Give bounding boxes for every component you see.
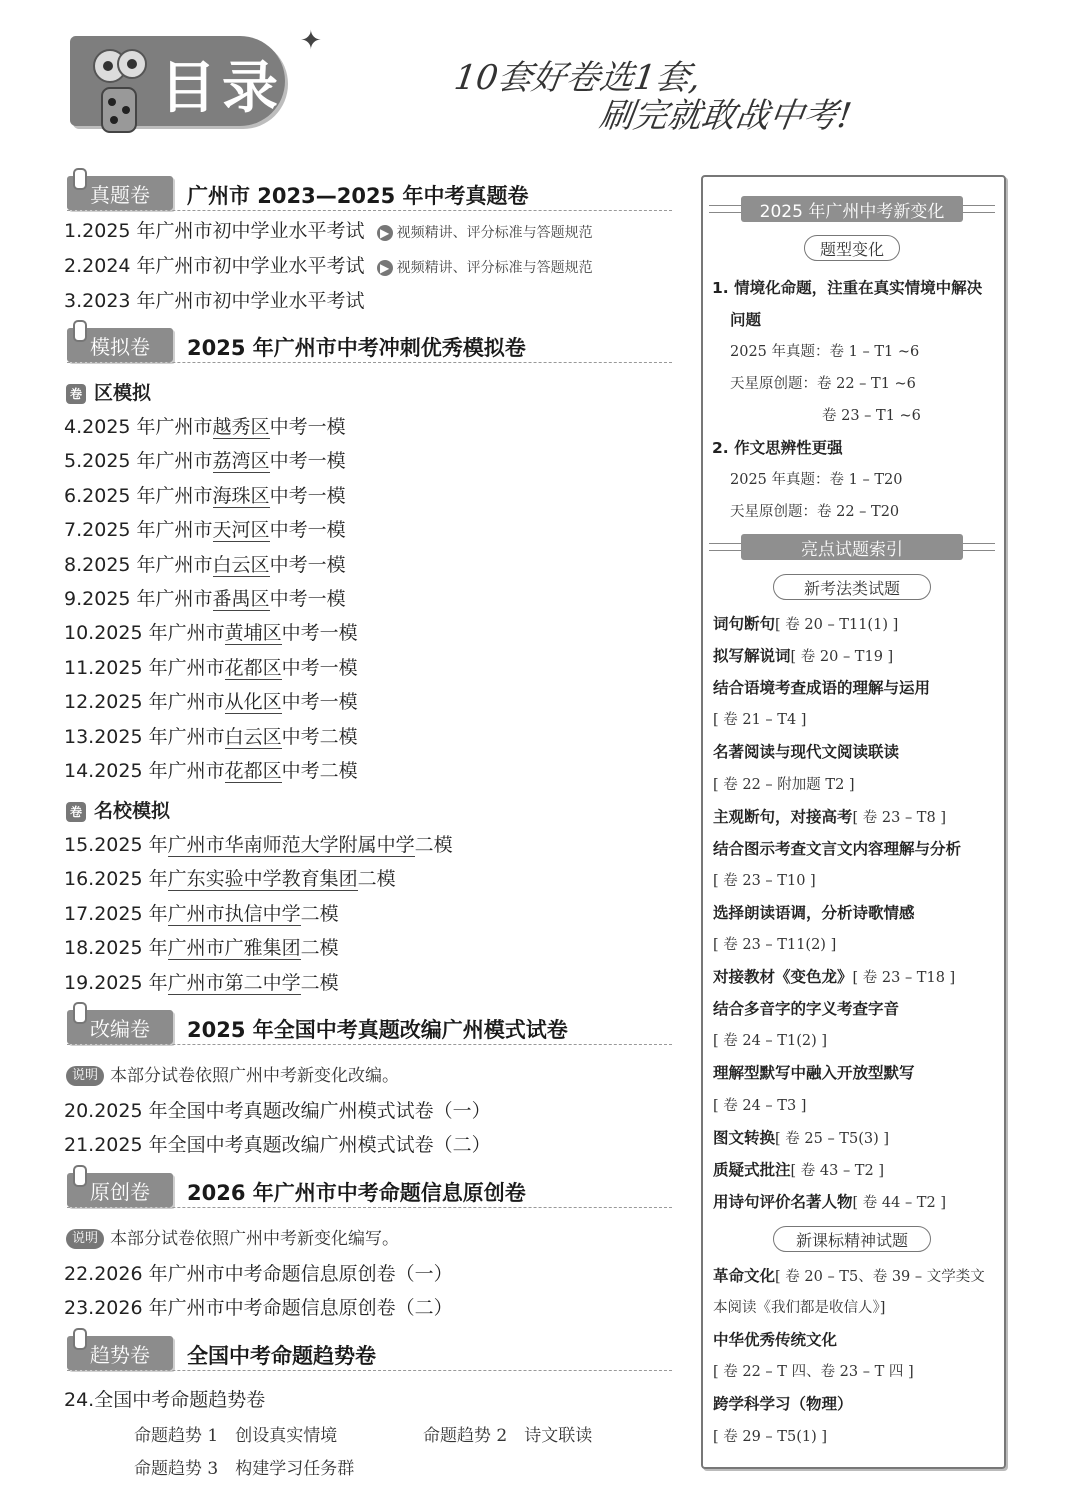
toc-item[interactable]: 20.2025 年全国中考真题改编广州模式试卷（一） [64, 1100, 491, 1122]
trend-item: 命题趋势 1 创设真实情境 [134, 1426, 338, 1446]
toc-item[interactable]: 23.2026 年广州市中考命题信息原创卷（二） [64, 1297, 453, 1319]
subheading-school: 卷 名校模拟 [66, 796, 170, 823]
index-entry: 词句断句[ 卷 20 – T11(1) ] [713, 615, 899, 633]
video-icon: ▶ [377, 260, 393, 276]
toc-item[interactable]: 6.2025 年广州市海珠区中考一模 [64, 484, 346, 507]
toc-item[interactable]: 13.2025 年广州市白云区中考二模 [64, 725, 358, 748]
trend-item: 命题趋势 2 诗文联读 [423, 1426, 593, 1446]
toc-item[interactable]: 14.2025 年广州市花都区中考二模 [64, 760, 358, 782]
panel-bar-highlights: 亮点试题索引 [741, 534, 963, 560]
exam-icon: 卷 [66, 384, 86, 404]
index-entry: 跨学科学习（物理） [713, 1395, 853, 1414]
index-entry: 质疑式批注[ 卷 43 – T2 ] [713, 1160, 884, 1179]
slogan-line-1: 10套好卷选1套, [451, 58, 704, 98]
index-entry: [ 卷 22 – 附加题 T2 ] [713, 776, 855, 793]
section-note: 说明 本部分试卷依照广州中考新变化改编。 [66, 1061, 399, 1086]
index-entry: [ 卷 23 – T11(2) ] [713, 937, 837, 953]
toc-item[interactable]: 12.2025 年广州市从化区中考一模 [64, 691, 358, 714]
section-title-zhenti: 广州市 2023—2025 年中考真题卷 [187, 184, 529, 208]
toc-item[interactable]: 1.2025 年广州市初中学业水平考试 ▶ 视频精讲、评分标准与答题规范 [64, 220, 593, 242]
change-title: 2. 作文思辨性更强 [712, 439, 843, 457]
index-entry: 拟写解说词[ 卷 20 – T19 ] [713, 647, 894, 666]
section-title-gaibian: 2025 年全国中考真题改编广州模式试卷 [187, 1018, 568, 1042]
toc-item[interactable]: 19.2025 年广州市第二中学二模 [64, 971, 339, 994]
index-entry: 理解型默写中融入开放型默写 [713, 1064, 915, 1083]
toc-item[interactable]: 22.2026 年广州市中考命题信息原创卷（一） [64, 1263, 453, 1285]
panel-bar-changes: 2025 年广州中考新变化 [741, 196, 963, 222]
index-entry: 本阅读《我们都是收信人》] [713, 1300, 886, 1317]
section-tag-gaibian: 改编卷 [67, 1010, 173, 1044]
sparkle-icon: ✦ [300, 26, 322, 56]
index-entry: [ 卷 21 – T4 ] [713, 712, 807, 729]
index-entry: 选择朗读语调，分析诗歌情感 [713, 903, 915, 922]
toc-item[interactable]: 3.2023 年广州市初中学业水平考试 [64, 290, 365, 312]
index-entry: 名著阅读与现代文阅读联读 [713, 743, 900, 762]
section-title-yuanchuang: 2026 年广州市中考命题信息原创卷 [187, 1181, 526, 1205]
mascot-icon [80, 40, 160, 140]
pill-question-type: 题型变化 [804, 235, 900, 261]
change-title: 问题 [730, 311, 762, 329]
toc-item[interactable]: 4.2025 年广州市越秀区中考一模 [64, 416, 346, 438]
index-entry: 图文转换[ 卷 25 – T5(3) ] [713, 1128, 890, 1147]
toc-item[interactable]: 16.2025 年广东实验中学教育集团二模 [64, 868, 396, 891]
index-entry: [ 卷 22 – T 四、卷 23 – T 四 ] [713, 1364, 914, 1381]
section-tag-zhenti: 真题卷 [67, 176, 173, 210]
toc-item[interactable]: 10.2025 年广州市黄埔区中考一模 [64, 622, 358, 645]
index-entry: 对接教材《变色龙》[ 卷 23 – T18 ] [713, 968, 956, 987]
toc-item[interactable]: 24.全国中考命题趋势卷 [64, 1389, 266, 1411]
index-entry: 结合图示考查文言文内容理解与分析 [713, 839, 962, 858]
index-entry: [ 卷 24 – T3 ] [713, 1097, 807, 1114]
toc-item[interactable]: 8.2025 年广州市白云区中考一模 [64, 553, 346, 576]
change-ref: 2025 年真题：卷 1 – T20 [730, 472, 903, 488]
toc-item[interactable]: 2.2024 年广州市初中学业水平考试 ▶ 视频精讲、评分标准与答题规范 [64, 255, 593, 277]
pill-new-method: 新考法类试题 [773, 574, 931, 600]
change-title: 1. 情境化命题，注重在真实情境中解决 [712, 279, 983, 297]
toc-item[interactable]: 21.2025 年全国中考真题改编广州模式试卷（二） [64, 1134, 491, 1156]
section-tag-yuanchuang: 原创卷 [67, 1173, 173, 1207]
toc-item[interactable]: 11.2025 年广州市花都区中考一模 [64, 656, 358, 679]
change-ref: 天星原创题：卷 22 – T20 [730, 504, 900, 520]
change-ref: 2025 年真题：卷 1 – T1 ~6 [730, 344, 920, 360]
index-entry: [ 卷 29 – T5(1) ] [713, 1428, 827, 1445]
section-title-qushi: 全国中考命题趋势卷 [187, 1344, 376, 1368]
section-title-moni: 2025 年广州市中考冲刺优秀模拟卷 [187, 336, 526, 360]
slogan-line-2: 刷完就敢战中考! [596, 96, 854, 136]
subheading-district: 卷 区模拟 [66, 378, 151, 405]
index-entry: 主观断句，对接高考[ 卷 23 – T8 ] [713, 807, 946, 826]
index-entry: 用诗句评价名著人物[ 卷 44 – T2 ] [713, 1192, 946, 1211]
toc-item[interactable]: 9.2025 年广州市番禺区中考一模 [64, 588, 346, 610]
toc-item[interactable]: 5.2025 年广州市荔湾区中考一模 [64, 450, 346, 473]
change-ref: 天星原创题：卷 22 – T1 ~6 [730, 376, 916, 392]
index-entry: 结合语境考查成语的理解与运用 [713, 679, 931, 698]
section-tag-qushi: 趋势卷 [67, 1336, 173, 1370]
section-note: 说明 本部分试卷依照广州中考新变化编写。 [66, 1224, 399, 1249]
toc-item[interactable]: 7.2025 年广州市天河区中考一模 [64, 519, 346, 542]
video-icon: ▶ [377, 225, 393, 241]
index-entry: [ 卷 24 – T1(2) ] [713, 1033, 827, 1050]
exam-icon: 卷 [66, 802, 86, 822]
trend-item: 命题趋势 3 构建学习任务群 [134, 1459, 355, 1479]
section-tag-moni: 模拟卷 [67, 328, 173, 362]
index-entry: 中华优秀传统文化 [713, 1331, 838, 1350]
index-entry: 革命文化[ 卷 20 – T5、卷 39 – 文学类文 [713, 1267, 985, 1285]
index-entry: [ 卷 23 – T10 ] [713, 872, 816, 889]
pill-new-standard: 新课标精神试题 [773, 1226, 931, 1252]
toc-item[interactable]: 18.2025 年广州市广雅集团二模 [64, 937, 339, 960]
change-ref: 卷 23 – T1 ~6 [822, 408, 921, 424]
toc-item[interactable]: 15.2025 年广州市华南师范大学附属中学二模 [64, 834, 453, 856]
index-entry: 结合多音字的字义考查字音 [713, 1000, 900, 1019]
page-title: 目录 [160, 56, 284, 121]
toc-item[interactable]: 17.2025 年广州市执信中学二模 [64, 902, 339, 925]
